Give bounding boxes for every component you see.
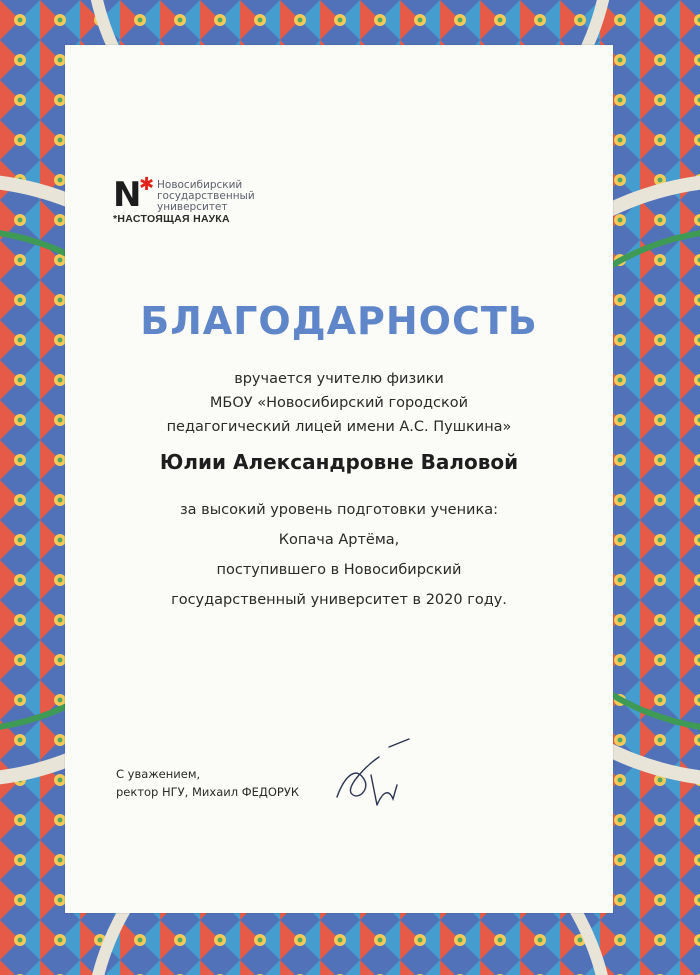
- certificate-title: БЛАГОДАРНОСТЬ: [140, 299, 538, 343]
- reason-line: поступившего в Новосибирский: [216, 562, 462, 578]
- logo-mark: N: [113, 175, 142, 215]
- closing-line: С уважением,: [116, 767, 201, 781]
- logo-university-name: Новосибирский государственный университет: [157, 179, 255, 213]
- reason-line: государственный университет в 2020 году.: [171, 592, 507, 608]
- logo-tagline: *НАСТОЯЩАЯ НАУКА: [113, 213, 230, 225]
- closing-line: ректор НГУ, Михаил ФЕДОРУК: [116, 785, 300, 799]
- reason-line: Копача Артёма,: [278, 532, 400, 548]
- intro-line: МБОУ «Новосибирский городской: [209, 395, 469, 411]
- intro-text: [65, 367, 613, 439]
- reason-text: [65, 495, 613, 615]
- logo-star-icon: ✱: [139, 174, 155, 195]
- handwritten-signature: [327, 735, 417, 815]
- certificate-card: [65, 45, 613, 913]
- intro-line: педагогический лицей имени А.С. Пушкина»: [166, 419, 512, 435]
- recipient-name: Юлии Александровне Валовой: [159, 450, 519, 474]
- intro-line: вручается учителю физики: [234, 371, 444, 387]
- reason-line: за высокий уровень подготовки ученика:: [179, 502, 499, 518]
- university-logo: [113, 174, 313, 228]
